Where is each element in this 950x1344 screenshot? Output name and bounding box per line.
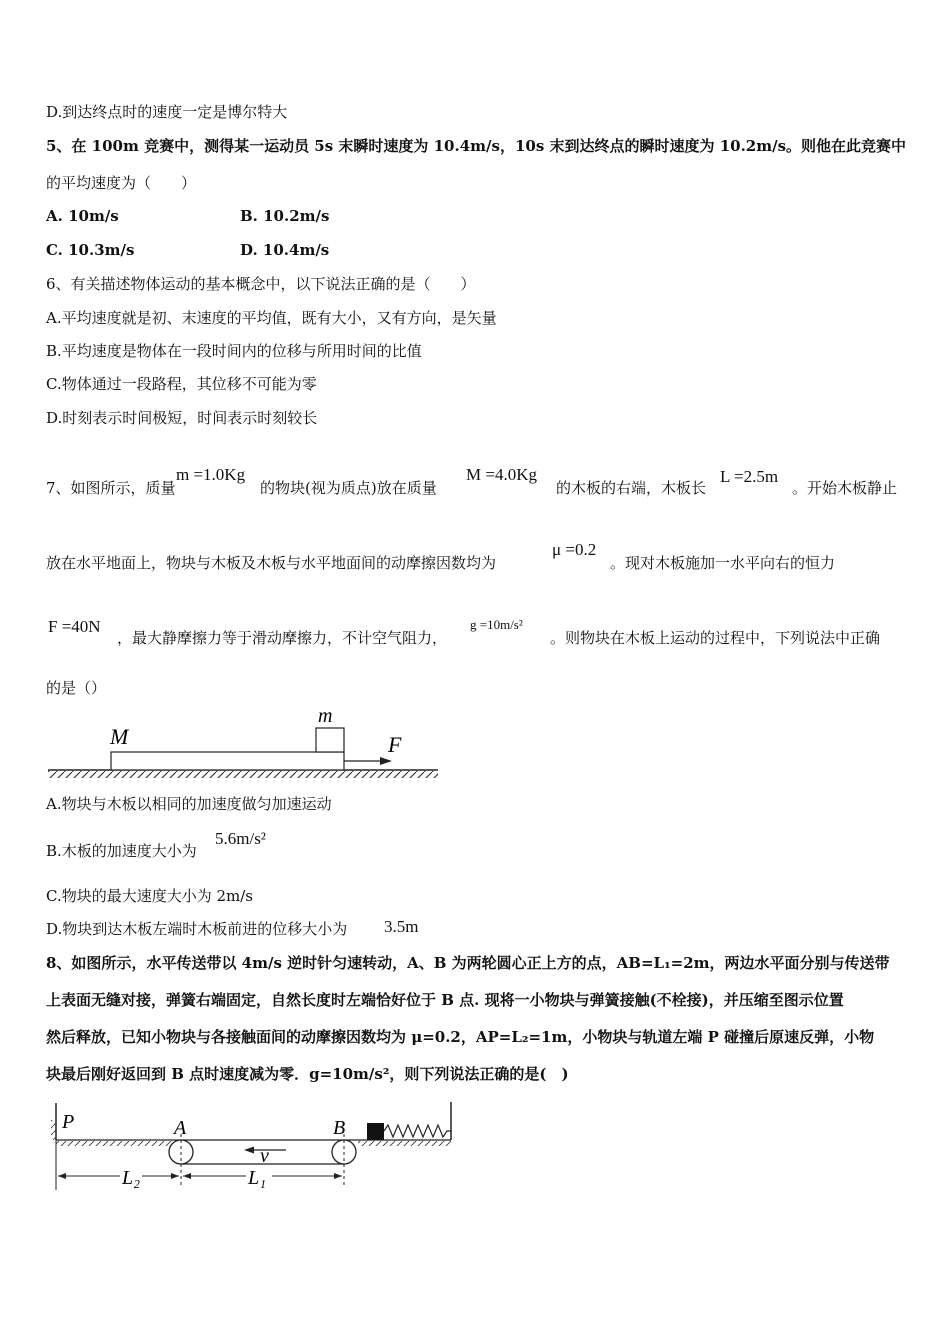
q7-option-b-expr: 5.6m/s² [215, 829, 266, 848]
q8-label-l1: L₁ [248, 1167, 267, 1189]
q6-option-d: D.时刻表示时间极短，时间表示时刻较长 [46, 409, 318, 427]
q7-option-d-expr: 3.5m [384, 917, 419, 936]
q4-option-d: D.到达终点时的速度一定是博尔特大 [46, 103, 288, 121]
q8-stem-line1: 8、如图所示，水平传送带以 4m/s 逆时针匀速转动，A、B 为两轮圆心正上方的点，AB=L₁=2m，两边水平面分别与传送带 [46, 954, 890, 972]
q6-option-c: C.物体通过一段路程，其位移不可能为零 [46, 375, 317, 393]
q7-stem-part6: 。现对木板施加一水平向右的恒力 [610, 554, 836, 572]
q7-board [111, 752, 344, 770]
q7-stem-part9: 的是（） [46, 679, 107, 697]
q7-stem-part5: 放在水平地面上，物块与木板及木板与水平地面间的动摩擦因数均为 [46, 554, 497, 572]
q7-stem-part2: 的物块(视为质点)放在质量 [260, 479, 437, 497]
q8-dim-l1-left-arrow [183, 1173, 191, 1179]
q8-conveyor-figure [46, 1098, 462, 1198]
q7-mass-m-expr: m =1.0Kg [176, 465, 246, 484]
q7-label-m: m [318, 705, 333, 727]
q8-dim-l2-left-arrow [58, 1173, 66, 1179]
q8-left-ground-hatch [56, 1141, 181, 1146]
q7-length-L-expr: L =2.5m [720, 467, 779, 486]
q7-stem-part8: 。则物块在木板上运动的过程中，下列说法中正确 [550, 629, 881, 647]
q8-label-l2: L₂ [122, 1167, 141, 1189]
q5-option-c: C. 10.3m/s [46, 241, 135, 259]
q7-g-expr: g =10m/s² [470, 617, 523, 632]
q8-stem-line3: 然后释放，已知小物块与各接触面间的动摩擦因数均为 μ=0.2，AP=L₂=1m，小物块与轨道左端 P 碰撞后原速反弹，小物 [46, 1028, 875, 1046]
q8-dim-l1-right-arrow [334, 1173, 342, 1179]
q7-stem-part1: 7、如图所示，质量 [46, 479, 176, 497]
q8-right-ground-hatch [358, 1141, 451, 1146]
q8-velocity-arrowhead [244, 1147, 254, 1154]
q6-option-b: B.平均速度是物体在一段时间内的位移与所用时间的比值 [46, 342, 422, 360]
q5-option-d: D. 10.4m/s [240, 241, 330, 259]
q5-option-a: A. 10m/s [46, 207, 119, 225]
q8-dim-l2-right-arrow [171, 1173, 179, 1179]
q8-left-wall-hatch [51, 1120, 56, 1140]
q7-option-d-text: D.物块到达木板左端时木板前进的位移大小为 [46, 920, 348, 938]
q6-option-a: A.平均速度就是初、末速度的平均值，既有大小，又有方向，是矢量 [46, 309, 497, 327]
q7-force-arrowhead [380, 757, 392, 765]
q5-stem-line2: 的平均速度为（ ） [46, 174, 197, 192]
q7-option-b-text: B.木板的加速度大小为 [46, 842, 197, 860]
q8-label-b: B [333, 1117, 346, 1139]
q7-board-block-figure [40, 700, 450, 785]
q7-option-c: C.物块的最大速度大小为 2m/s [46, 887, 253, 905]
q7-force-F-expr: F =40N [48, 617, 101, 636]
q7-label-M: M [110, 724, 129, 749]
q7-stem-part3: 的木板的右端，木板长 [556, 479, 707, 497]
q8-stem-line2: 上表面无缝对接，弹簧右端固定，自然长度时左端恰好位于 B 点. 现将一小物块与弹簧接触(不栓接)，并压缩至图示位置 [46, 991, 844, 1009]
q8-label-a: A [174, 1117, 187, 1139]
q8-label-v: v [260, 1145, 269, 1167]
q7-option-a: A.物块与木板以相同的加速度做匀加速运动 [46, 795, 332, 813]
q7-stem-part7: ，最大静摩擦力等于滑动摩擦力，不计空气阻力， [117, 629, 448, 647]
q5-stem-line1: 5、在 100m 竞赛中，测得某一运动员 5s 末瞬时速度为 10.4m/s，10s 末到达终点的瞬时速度为 10.2m/s。则他在此竞赛中 [46, 137, 907, 155]
q7-label-F: F [388, 732, 402, 757]
q7-mass-M-expr: M =4.0Kg [466, 465, 537, 484]
q6-stem: 6、有关描述物体运动的基本概念中，以下说法正确的是（ ） [46, 275, 476, 293]
q7-stem-part4: 。开始木板静止 [792, 479, 898, 497]
q7-ground-hatch [48, 771, 438, 778]
q7-mu-expr: μ =0.2 [552, 540, 597, 559]
q8-block [367, 1123, 384, 1140]
q5-option-b: B. 10.2m/s [240, 207, 330, 225]
q8-label-p: P [62, 1111, 75, 1133]
q8-stem-line4: 块最后刚好返回到 B 点时速度减为零．g=10m/s²，则下列说法正确的是( ) [46, 1065, 569, 1083]
q8-spring [384, 1125, 451, 1137]
q7-block [316, 728, 344, 752]
